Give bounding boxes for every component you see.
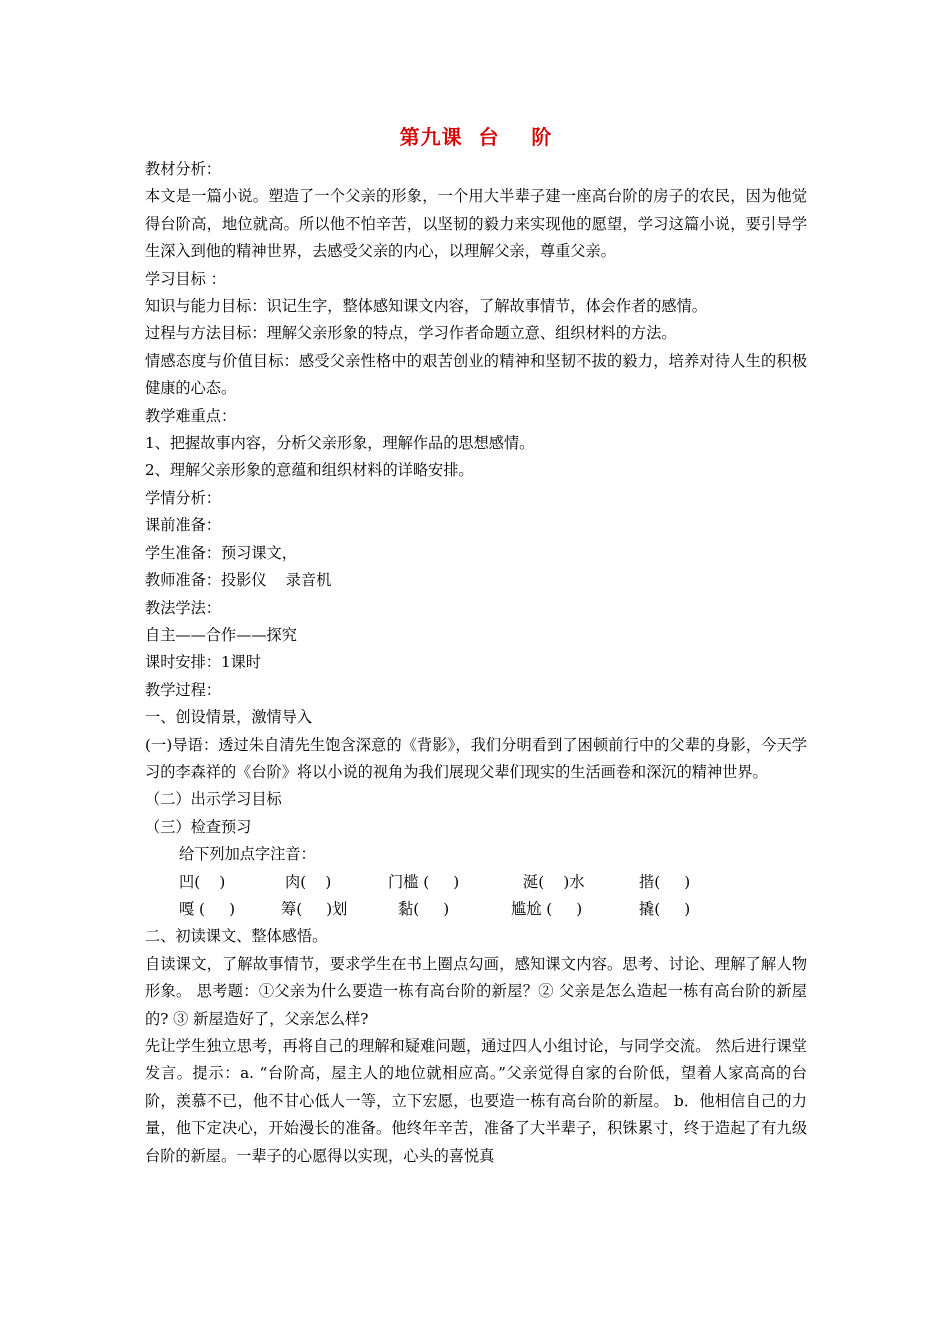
text-line: 1、把握故事内容，分析父亲形象，理解作品的思想感情。 — [145, 434, 535, 453]
text-line: 2、理解父亲形象的意蕴和组织材料的详略安排。 — [145, 461, 474, 480]
phonetic-item: 涎( )水 — [523, 872, 585, 891]
phonetic-item: 肉( ) — [285, 872, 332, 891]
phonetic-item: 凹( ) — [179, 872, 226, 891]
phonetic-row-2 — [145, 896, 807, 923]
section-heading: 二、初读课文、整体感悟。 — [145, 927, 328, 946]
section-heading: 课前准备： — [145, 516, 221, 535]
document-page — [145, 118, 807, 1170]
text-line: 知识与能力目标：识记生字，整体感知课文内容，了解故事情节，体会作者的感情。 — [145, 297, 707, 316]
text-line: 自主——合作——探究 — [145, 625, 297, 644]
paragraph: 自读课文，了解故事情节，要求学生在书上圈点勾画，感知课文内容。思考、讨论、理解了解人物形象。 思考题：①父亲为什么要造一栋有高台阶的新屋？② 父亲是怎么造起一栋有高台阶的新屋的? ③ 新屋造好了，父亲怎么样? — [145, 954, 807, 1028]
phonetic-item: 筹( )划 — [281, 899, 348, 918]
phonetic-item: 尴尬 ( ) — [511, 899, 583, 918]
section-heading: 教学过程： — [145, 680, 221, 699]
phonetic-item: 黏( ) — [398, 899, 450, 918]
text-line: 过程与方法目标：理解父亲形象的特点，学习作者命题立意、组织材料的方法。 — [145, 324, 677, 343]
phonetic-item: 嘎 ( ) — [179, 899, 236, 918]
text-line: 给下列加点字注音： — [179, 845, 316, 864]
paragraph: 情感态度与价值目标：感受父亲性格中的艰苦创业的精神和坚韧不拔的毅力，培养对待人生的积极健康的心态。 — [145, 351, 807, 398]
section-heading: 教学难重点： — [145, 406, 237, 425]
phonetic-row-1 — [145, 869, 807, 896]
paragraph: (一)导语：透过朱自清先生饱含深意的《背影》，我们分明看到了困顿前行中的父辈的身影，今天学习的李森祥的《台阶》将以小说的视角为我们展现父辈们现实的生活画卷和深沉的精神世界。 — [145, 735, 807, 781]
section-heading: 学情分析： — [145, 488, 221, 507]
phonetic-item: 撬( ) — [639, 899, 691, 918]
text-line: （二）出示学习目标 — [145, 790, 282, 809]
phonetic-item: 揩( ) — [639, 872, 691, 891]
paragraph: 先让学生独立思考，再将自己的理解和疑难问题，通过四人小组讨论，与同学交流。 然后进行课堂发言。提示：a. “台阶高，屋主人的地位就相应高。”父亲觉得自家的台阶低，望着人家高高的台阶，羡慕不已，他不甘心低人一等，立下宏愿，也要造一栋有高台阶的新屋。 b．他相信自己的力量，他下定决心，开始漫长的准备。他终年辛苦，准备了大半辈子，积铢累寸，终于造起了有九级台阶的新屋。一辈子的心愿得以实现，心头的喜悦真 — [145, 1036, 807, 1165]
phonetic-item: 门槛 ( ) — [388, 872, 460, 891]
text-line: 课时安排：1课时 — [145, 653, 261, 672]
text-line: 一、创设情景，激情导入 — [145, 708, 313, 727]
section-heading: 学习目标 ： — [145, 269, 226, 288]
text-line: 教师准备：投影仪 录音机 — [145, 571, 332, 590]
text-line: （三）检查预习 — [145, 817, 252, 836]
section-heading: 教法学法： — [145, 598, 221, 617]
paragraph: 本文是一篇小说。塑造了一个父亲的形象，一个用大半辈子建一座高台阶的房子的农民，因为他觉得台阶高，地位就高。所以他不怕辛苦，以坚韧的毅力来实现他的愿望，学习这篇小说，要引导学生深入到他的精神世界，去感受父亲的内心，以理解父亲，尊重父亲。 — [145, 187, 807, 261]
lesson-title: 第九课 台 阶 — [399, 125, 553, 149]
text-line: 学生准备：预习课文， — [145, 543, 297, 562]
section-heading: 教材分析： — [145, 160, 221, 178]
